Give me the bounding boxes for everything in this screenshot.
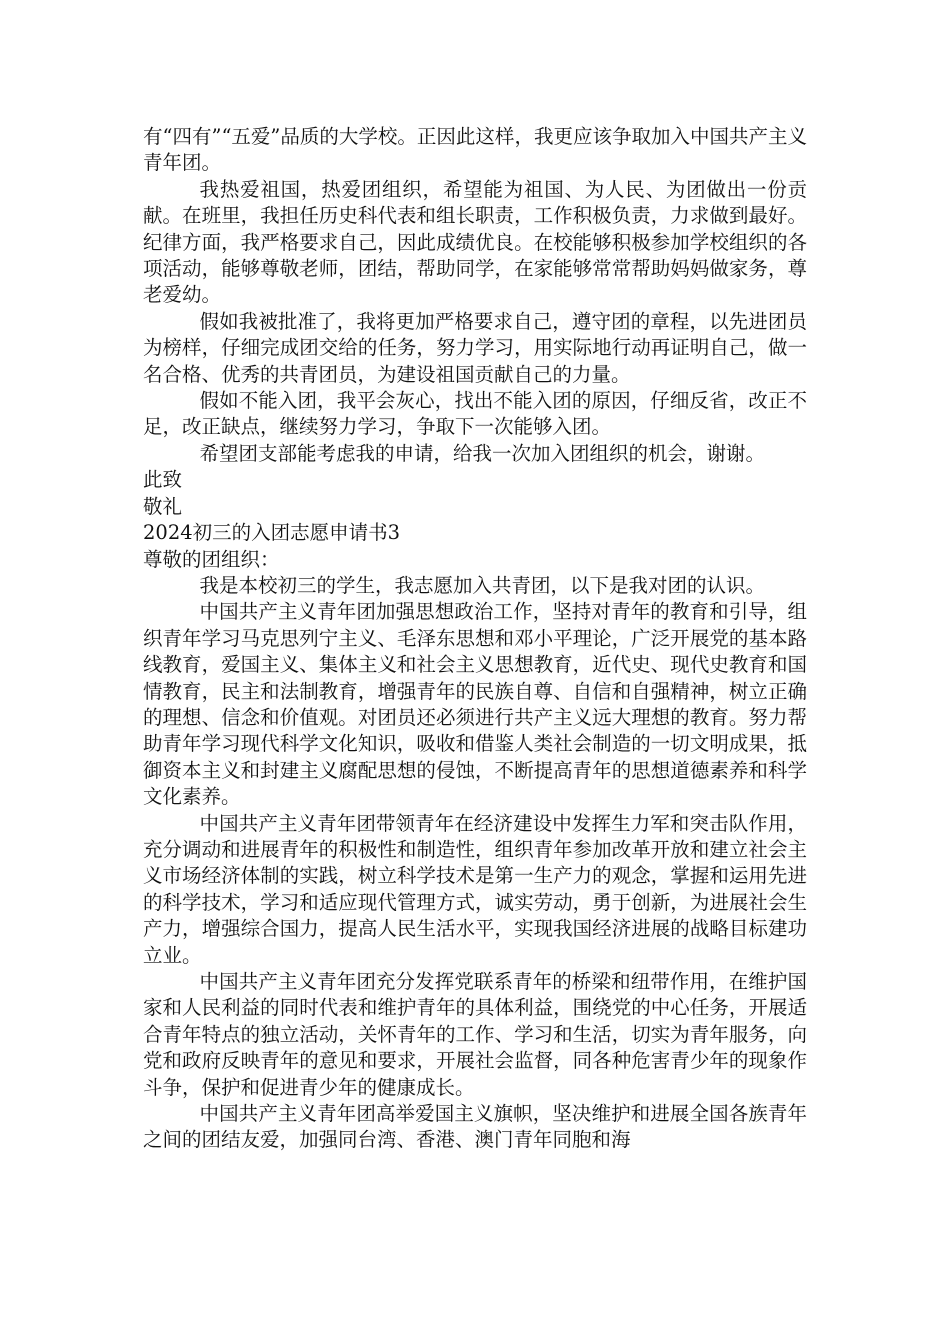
paragraph: 中国共产主义青年团加强思想政治工作，坚持对青年的教育和引导，组织青年学习马克思列宁主义、毛泽东思想和邓小平理论，广泛开展党的基本路线教育，爱国主义、集体主义和社会主义思想教育，近代史、现代史教育和国情教育，民主和法制教育，增强青年的民族自尊、自信和自强精神，树立正确的理想、信念和价值观。对团员还必须进行共产主义远大理想的教育。努力帮助青年学习现代科学文化知识，吸收和借鉴人类社会制造的一切文明成果，抵御资本主义和封建主义腐配思想的侵蚀，不断提高青年的思想道德素养和科学文化素养。 [143,600,807,809]
paragraph: 中国共产主义青年团高举爱国主义旗帜，坚决维护和进展全国各族青年之间的团结友爱，加强同台湾、香港、澳门青年同胞和海 [143,1102,807,1152]
paragraph: 我热爱祖国，热爱团组织，希望能为祖国、为人民、为团做出一份贡献。在班里，我担任历史科代表和组长职责，工作积极负责，力求做到最好。纪律方面，我严格要求自己，因此成绩优良。在校能够积极参加学校组织的各项活动，能够尊敬老师，团结，帮助同学，在家能够常常帮助妈妈做家务，尊老爱幼。 [143,177,807,307]
letter-greeting: 尊敬的团组织： [143,547,280,571]
document-body [143,124,807,1154]
section-heading: 2024初三的入团志愿申请书3 [143,521,401,545]
salutation-line: 此致 [143,468,183,492]
paragraph: 希望团支部能考虑我的申请，给我一次加入团组织的机会，谢谢。 [199,441,766,465]
paragraph: 有“四有”“五爱”品质的大学校。正因此这样，我更应该争取加入中国共产主义青年团。 [143,125,807,175]
paragraph: 假如不能入团，我平会灰心，找出不能入团的原因，仔细反省，改正不足，改正缺点，继续努力学习，争取下一次能够入团。 [143,389,807,439]
paragraph: 我是本校初三的学生，我志愿加入共青团，以下是我对团的认识。 [199,573,766,597]
salutation-line: 敬礼 [143,494,183,518]
paragraph: 中国共产主义青年团充分发挥党联系青年的桥梁和纽带作用，在维护国家和人民利益的同时代表和维护青年的具体利益，围绕党的中心任务，开展适合青年特点的独立活动，关怀青年的工作、学习和生活，切实为青年服务，向党和政府反映青年的意见和要求，开展社会监督，同各种危害青少年的现象作斗争，保护和促进青少年的健康成长。 [143,970,807,1099]
paragraph: 中国共产主义青年团带领青年在经济建设中发挥生力军和突击队作用，充分调动和进展青年的积极性和制造性，组织青年参加改革开放和建立社会主义市场经济体制的实践，树立科学技术是第一生产力的观念，掌握和运用先进的科学技术，学习和适应现代管理方式，诚实劳动，勇于创新，为进展社会生产力，增强综合国力，提高人民生活水平，实现我国经济进展的战略目标建功立业。 [143,811,807,967]
paragraph: 假如我被批准了，我将更加严格要求自己，遵守团的章程，以先进团员为榜样，仔细完成团交给的任务，努力学习，用实际地行动再证明自己，做一名合格、优秀的共青团员，为建设祖国贡献自己的力量。 [143,309,807,386]
